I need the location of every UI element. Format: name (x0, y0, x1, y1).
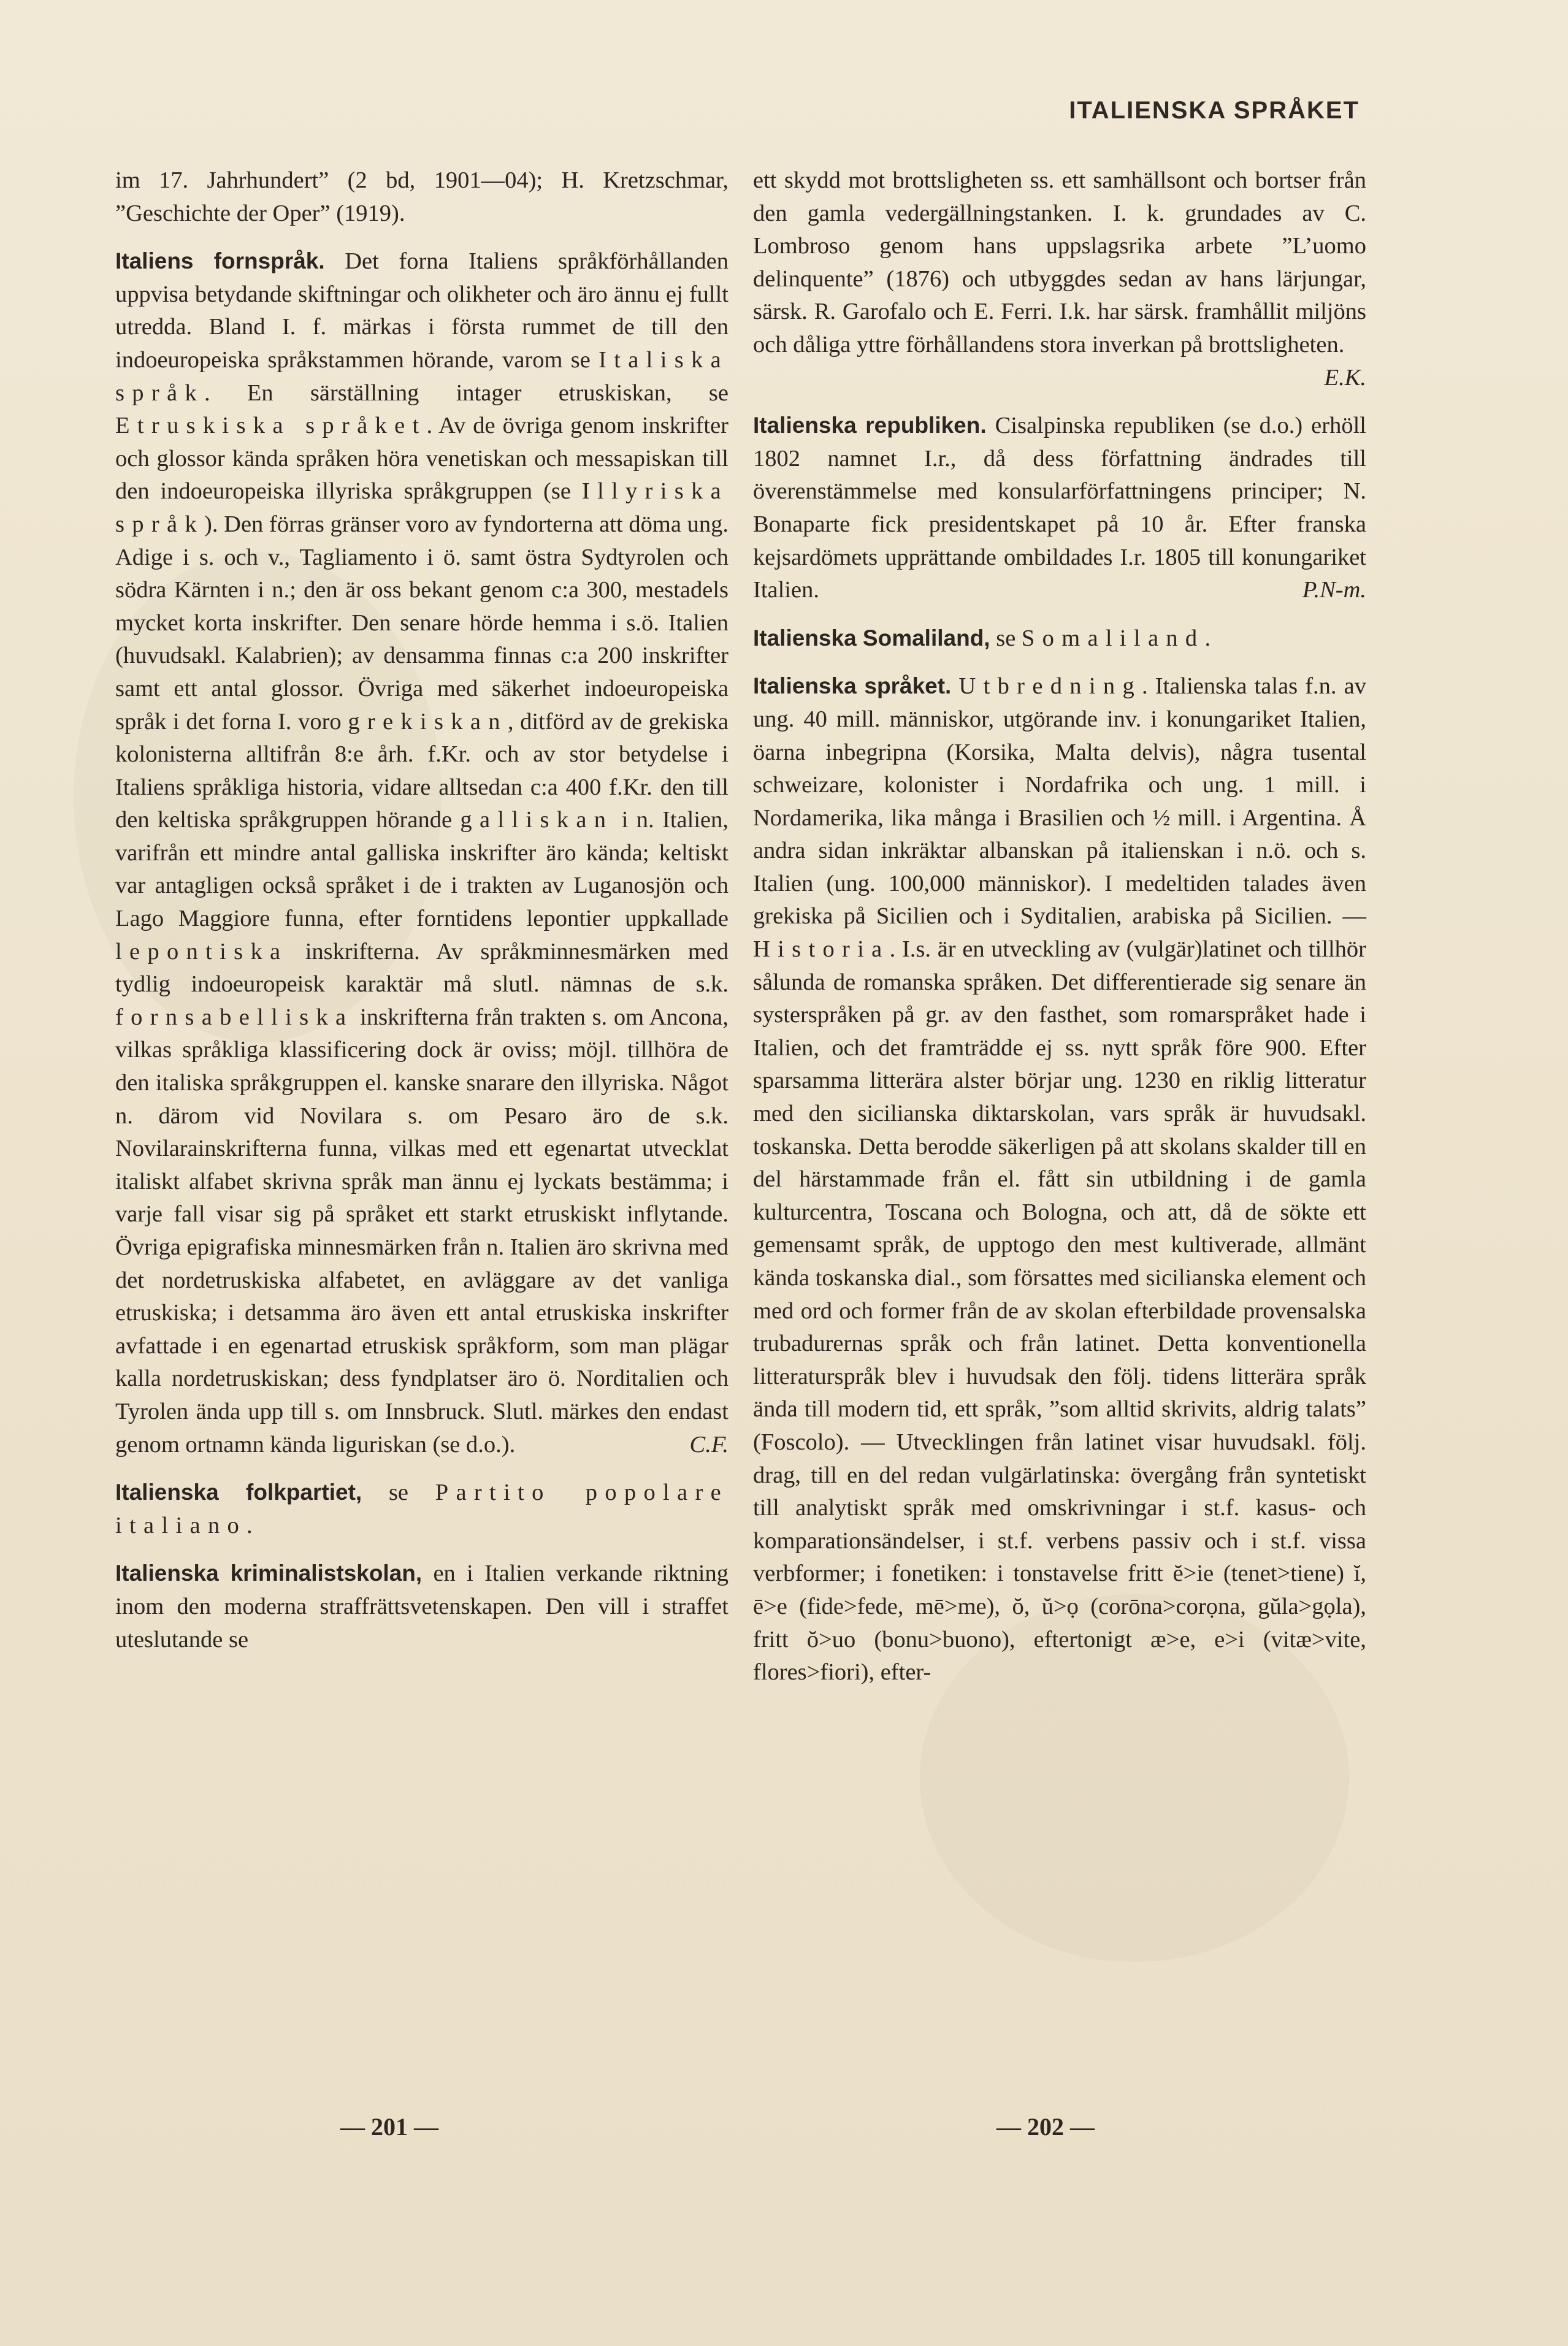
cross-reference: Italiska språk (115, 346, 729, 406)
right-column (753, 164, 1366, 1704)
cross-reference: Illyriska språk (115, 478, 729, 537)
paragraph-continuation (753, 164, 1366, 394)
entry-text: . (1204, 625, 1211, 651)
author-signature: C.F. (689, 1431, 729, 1458)
cross-reference: Etruskiska språket (115, 413, 427, 439)
running-header: ITALIENSKA SPRÅKET (1069, 97, 1360, 124)
emphasized-term: galliskan (460, 807, 614, 833)
entry-headword: Italienska republiken. (753, 413, 987, 438)
entry-text: ). Den förras gränser voro av fyndorterna att döma ung. Adige i s. och v., Tagliamento i ö. samt östra Sydtyrolen och södra Kärnten i n.; den är oss bekant genom c:a 300, mestadels mycket korta inskrifter. Den senare hörde hemma i s.ö. Italien (huvudsakl. Kalabrien); av densamma finnas c:a 200 inskrifter samt ett antal glossor. Övriga med säkerhet indoeuropeiska språk i det forna I. voro (115, 511, 729, 735)
entry-text: . Italienska talas f.n. av ung. 40 mill. människor, utgörande inv. i konungariket Italien, öarna inbegripna (Korsika, Malta delvis), några tusental schweizare, kolonister i Nordafrika och ung. 1 mill. i Nordamerika, lika många i Brasilien och ½ mill. i Argentina. Å andra sidan inkräktar albanskan på italienskan i n.ö. och s. Italien (ung. 100,000 människor). I medeltiden talades även grekiska på Sicilien och i Syditalien, arabiska på Sicilien. — (753, 673, 1367, 930)
emphasized-term: lepontiska (115, 938, 288, 965)
entry-italienska-somaliland (753, 622, 1366, 655)
entry-text: se (990, 625, 1022, 651)
entry-italienska-spraket (753, 670, 1366, 1689)
emphasized-term: fornsabelliska (115, 1004, 354, 1030)
entry-italiens-fornsprak (115, 245, 729, 1461)
entry-italienska-folkpartiet (115, 1476, 729, 1542)
entry-text: Cisalpinska republiken (se d.o.) erhöll 1802 namnet I.r., då dess författning ändrades till överenstämmelse med konsularförfattningens principer; N. Bonaparte fick presidentskapet på 10 år. Efter franska kejsardömets upprättande ombildades I.r. 1805 till konungariket Italien. (753, 413, 1366, 603)
entry-text: en i Italien verkande riktning inom den moderna straffrättsvetenskapen. Den vill i straffet uteslutande se (115, 1561, 729, 1653)
page-number-right: — 202 — (996, 2113, 1095, 2141)
entry-text: . I.s. är en utveckling av (vulgär)latinet och tillhör sålunda de romanska språken. Det differentierade sig senare än systerspråken på gr. av den fasthet, som romarspråket hade i Italien, och det framträdde ej ss. nytt språk före 900. Efter sparsamma litterära alster börjar ung. 1230 en riklig litteratur med den sicilianska diktarskolan, vars språk är huvudsakl. toskanska. Detta berodde säkerligen på att skolans skalder till en del härstammade från el. fått sin utbildning i de gamla kulturcentra, Toscana och Bologna, och att, då de sökte ett gemensamt språk, de upptogo den mest kultiverade, allmänt kända toskanska dial., som försattes med sicilianska element och med ord och former från de av skolan efterbildade provensalska trubadurernas språk och från latinet. Detta konventionella litteraturspråk blev i huvudsak den följ. tidens litterära språk ända till modern tid, ett språk, ”som alltid skrivits, aldrig talats” (Foscolo). — Utvecklingen från latinet visar huvudsakl. följ. drag, till en del redan vulgärlatinska: övergång från syntetiskt till analytiskt språk med omskrivningar i st.f. kasus- och komparationsändelser, i st.f. verbens passiv och i st.f. vissa verbformer; i fonetiken: i tonstavelse fritt ĕ>ie (tenet>tiene) ĭ, ē>e (fide>fede, mē>me), ŏ, ŭ>ọ (corōna>corọna, gŭla>gọla), fritt ŏ>uo (bonu>buono), eftertonigt æ>e, e>i (vitæ>vite, flores>fiori), efter- (753, 936, 1366, 1686)
entry-text: Det forna Italiens språkförhållanden uppvisa betydande skiftningar och olikheter och äro ännu ej fullt utredda. Bland I. f. märkas i första rummet de till den indoeuropeiska språkstammen hörande, varom se (115, 248, 729, 373)
entry-text: ett skydd mot brottsligheten ss. ett samhällsont och bortser från den gamla vedergällningstanken. I. k. grundades av C. Lombroso genom hans uppslagsrika arbete ”L’uomo delinquente” (1876) och utbyggdes sedan av hans lärjungar, särsk. R. Garofalo och E. Ferri. I.k. har särsk. framhållit miljöns och dåliga yttre förhållandens stora inverkan på brottsligheten. (753, 167, 1366, 357)
entry-headword: Italienska Somaliland, (753, 625, 990, 651)
section-subheading: Historia (753, 936, 890, 963)
entry-italienska-republiken (753, 409, 1366, 607)
page-number-left: — 201 — (340, 2113, 438, 2141)
entry-text: inskrifterna från trakten s. om Ancona, vilkas språkliga klassificering dock är oviss; möjl. tillhöra de den italiska språkgruppen el. kanske snarare den illyriska. Något n. därom vid Novilara s. om Pesaro äro de s.k. Novilarainskrifterna funna, vilkas med ett egenartat utvecklat italiskt alfabet skrivna språk man ännu ej lyckats bestämma; i varje fall visar sig på språket ett starkt etruskiskt inflytande. Övriga epigrafiska minnesmärken från n. Italien äro skrivna med det nordetruskiska alfabetet, en avläggare av det vanliga etruskiska; i detsamma äro även ett antal etruskiska inskrifter avfattade i en egenartad etruskisk språkform, som man plägar kalla nordetruskiskan; dess fyndplatser äro ö. Norditalien och Tyrolen ända upp till s. om Innsbruck. Slutl. märkes den endast genom ortnamn kända liguriskan (se d.o.). (115, 1004, 729, 1458)
entry-text: i n. Italien, varifrån ett mindre antal galliska inskrifter äro kända; keltiskt var antagligen också språket i de i trakten av Luganosjön och Lago Maggiore funna, efter forntidens lepontier uppkallade (115, 807, 729, 932)
cross-reference: Somaliland (1021, 625, 1205, 651)
author-signature: E.K. (1324, 364, 1366, 391)
paragraph-continuation: im 17. Jahrhundert” (2 bd, 1901—04); H. Kretzschmar, ”Geschichte der Oper” (1919). (115, 167, 729, 226)
entry-text: se (362, 1480, 435, 1506)
entry-text: . Av de övriga genom inskrifter och glossor kända språken höra venetiskan och messapiskan till den indoeuropeiska illyriska språkgruppen (se (115, 413, 729, 505)
entry-text: inskrifterna. Av språkminnesmärken med tydlig indoeuropeisk karaktär må slutl. nämnas de s.k. (115, 938, 729, 998)
section-subheading: Utbredning (958, 673, 1142, 700)
entry-text: . En särställning intager etruskiskan, se (204, 380, 729, 406)
entry-italienska-kriminalistskolan (115, 1557, 729, 1656)
entry-headword: Italienska folkpartiet, (115, 1480, 362, 1505)
entry-headword: Italienska språket. (753, 673, 952, 699)
entry-text: , ditförd av de grekiska kolonisterna alltifrån 8:e årh. f.Kr. och av stor betydelse i Italiens språkliga historia, vidare alltsedan c:a 400 f.Kr. den till den keltiska språkgruppen hörande (115, 708, 729, 833)
entry-text: . (247, 1512, 253, 1538)
left-column (115, 164, 729, 1671)
entry-headword: Italienska kriminalistskolan, (115, 1561, 423, 1586)
entry-headword: Italiens fornspråk. (115, 248, 325, 274)
emphasized-term: grekiskan (348, 708, 508, 735)
author-signature: P.N-m. (1302, 577, 1366, 603)
cross-reference: Partito popolare italiano (115, 1480, 729, 1538)
